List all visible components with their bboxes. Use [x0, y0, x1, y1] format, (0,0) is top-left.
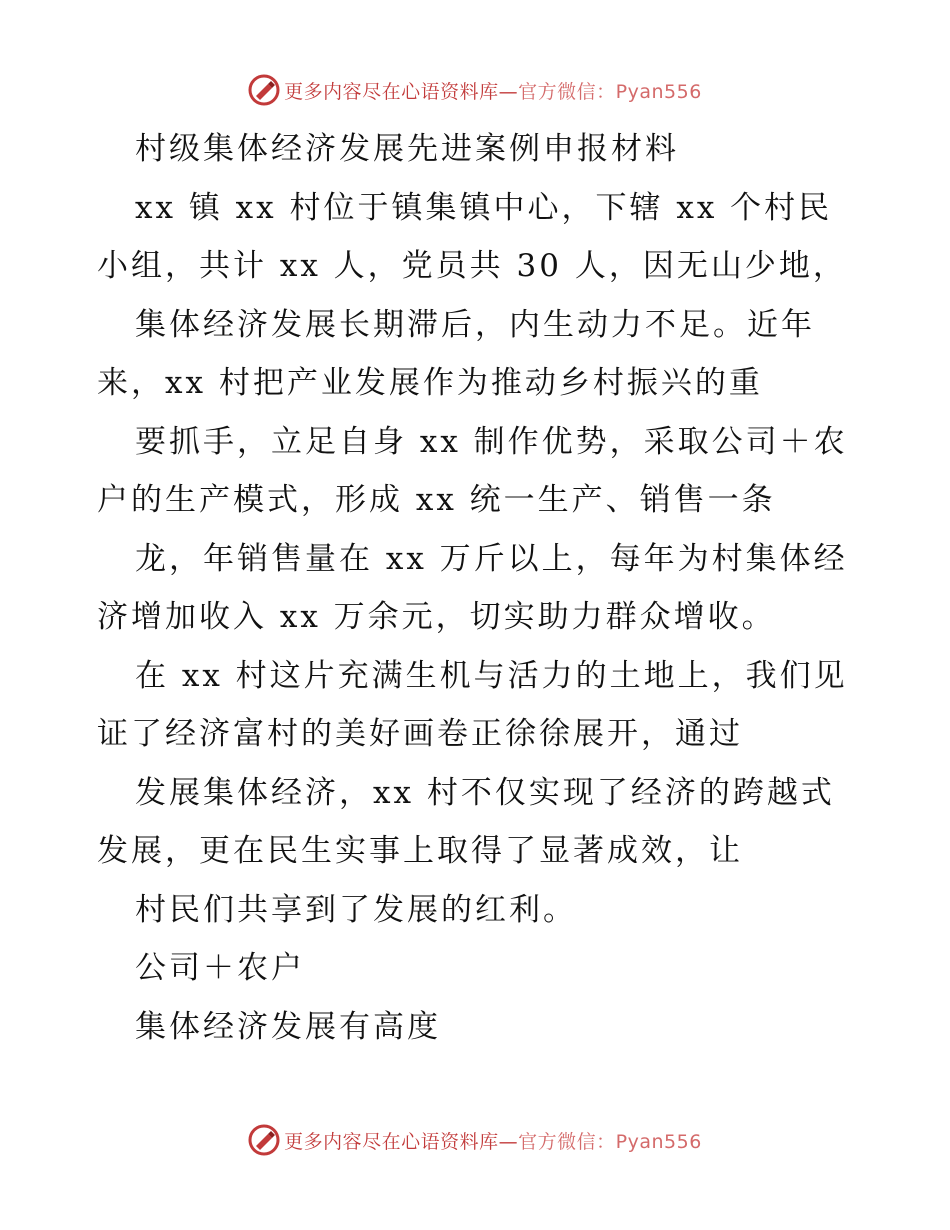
header-banner: [0, 70, 950, 110]
document-title: 村级集体经济发展先进案例申报材料: [135, 131, 679, 167]
pen-logo-icon: [248, 74, 280, 106]
footer-banner-text: [284, 1127, 702, 1154]
paragraph-line: 户的生产模式，形成 xx 统一生产、销售一条: [97, 482, 776, 518]
paragraph-line: 小组，共计 xx 人，党员共 30 人，因无山少地，: [97, 248, 847, 284]
paragraph-line: 村民们共享到了发展的红利。: [135, 891, 577, 928]
paragraph-line: 来，xx 村把产业发展作为推动乡村振兴的重: [97, 365, 763, 401]
header-banner-text: [284, 77, 702, 104]
header-site-text: 更多内容尽在心语资料库—: [284, 80, 519, 103]
pen-logo-icon: [248, 1124, 280, 1156]
paragraph-line: 证了经济富村的美好画卷正徐徐展开，通过: [97, 716, 743, 752]
paragraph-line: 集体经济发展长期滞后，内生动力不足。近年: [135, 306, 815, 343]
document-body: [0, 120, 950, 1056]
paragraph-line: 发展，更在民生实事上取得了显著成效，让: [97, 833, 743, 869]
paragraph-line: 要抓手，立足自身 xx 制作优势，采取公司＋农: [135, 423, 848, 460]
section-heading: 集体经济发展有高度: [135, 1008, 441, 1045]
footer-wechat-text: 官方微信：Pyan556: [518, 1130, 702, 1153]
paragraph-line: 在 xx 村这片充满生机与活力的土地上，我们见: [135, 657, 848, 694]
paragraph-line: 济增加收入 xx 万余元，切实助力群众增收。: [97, 599, 776, 635]
footer-banner: [0, 1120, 950, 1160]
footer-site-text: 更多内容尽在心语资料库—: [284, 1130, 519, 1153]
section-heading: 公司＋农户: [135, 950, 305, 986]
paragraph-line: 发展集体经济，xx 村不仅实现了经济的跨越式: [135, 774, 835, 811]
header-wechat-text: 官方微信：Pyan556: [518, 80, 702, 103]
paragraph-line: xx 镇 xx 村位于镇集镇中心，下辖 xx 个村民: [135, 189, 833, 226]
paragraph-line: 龙，年销售量在 xx 万斤以上，每年为村集体经: [135, 540, 848, 577]
